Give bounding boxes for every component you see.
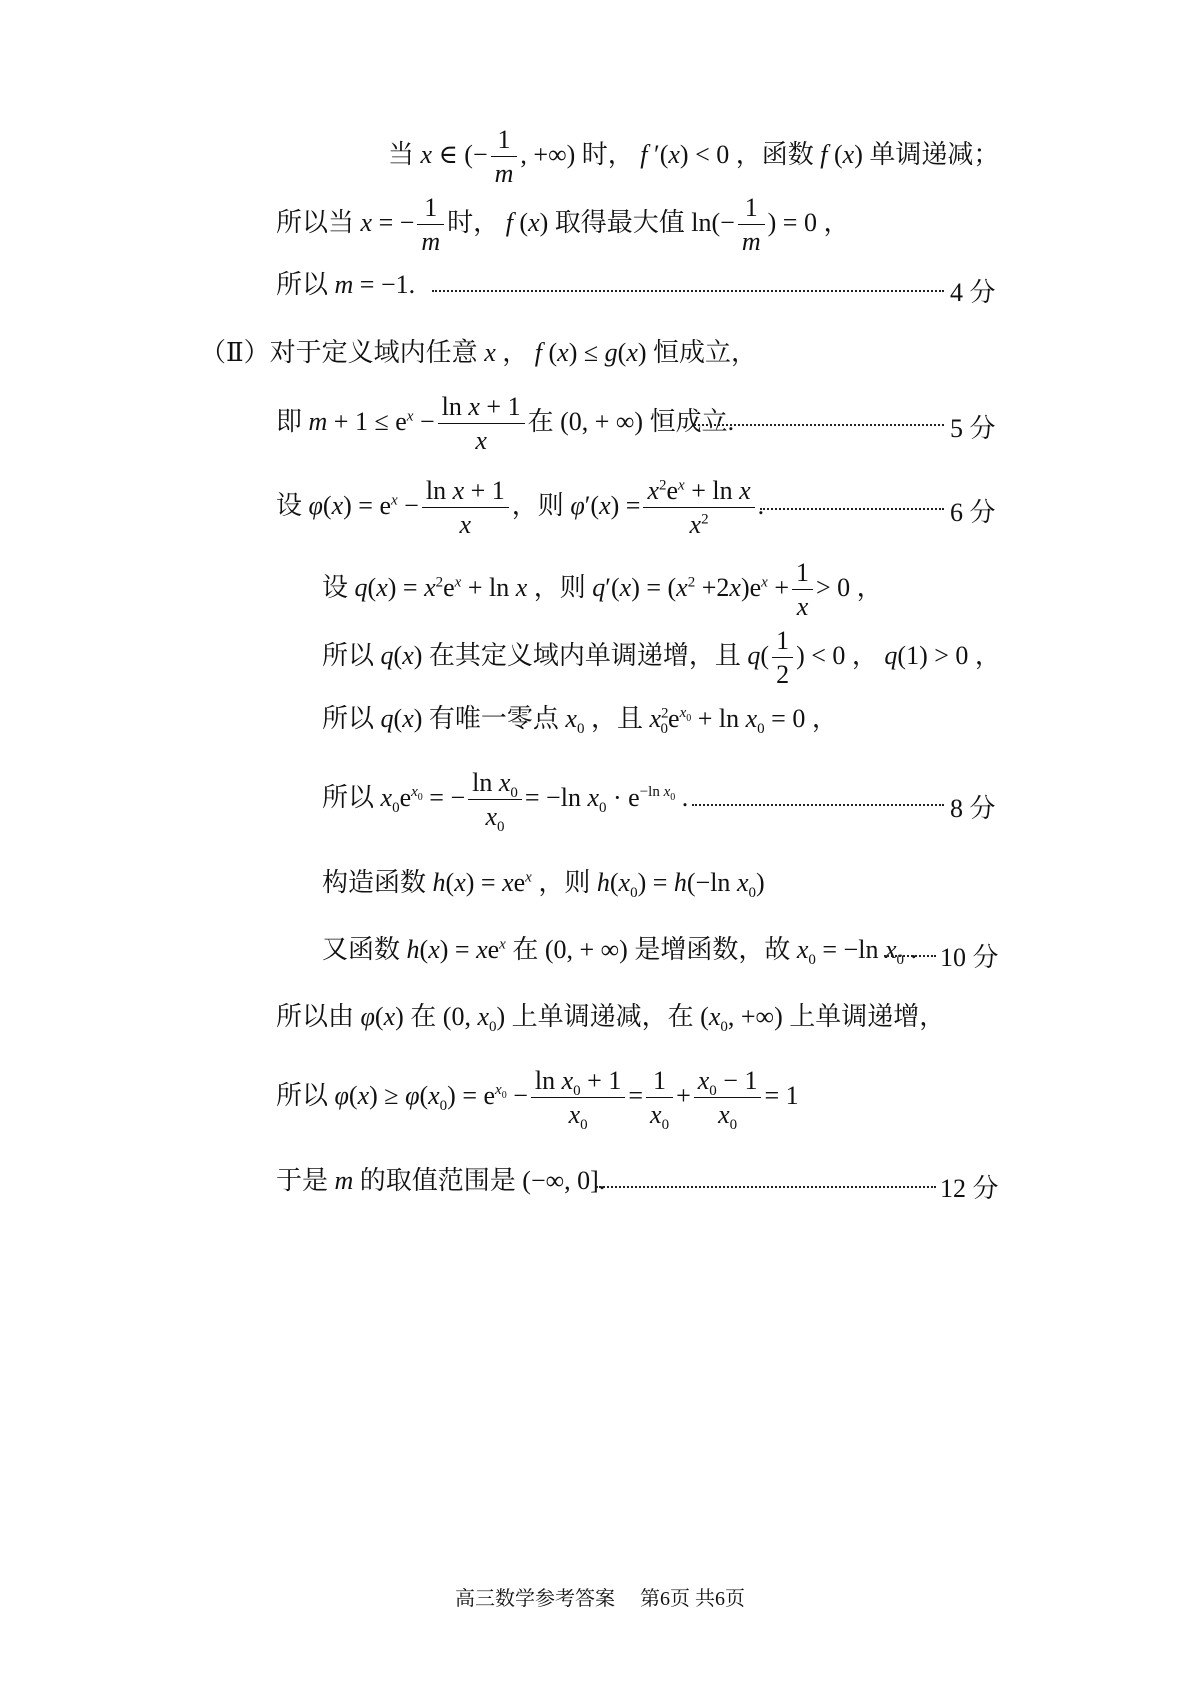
score-12: 12 分	[940, 1174, 999, 1203]
page-footer: 高三数学参考答案 第6页 共6页	[455, 1588, 745, 1610]
line-7: 设 $q(x) = x^2e^x + \ln x$ ，则 $q'(x) = (x^2 +2x)e^x$ + $\frac{1}{x}$ > 0 ，	[322, 558, 883, 621]
score-6: 6 分	[950, 498, 996, 527]
leader-dots	[694, 424, 944, 426]
leader-dots	[596, 1186, 936, 1188]
line-2: 所以当 x = − $\frac{1}{m}$ 时， f (x) 取得最大值 ln(− $\frac{1}{m}$ ) = 0 ，	[276, 193, 850, 256]
line-4: （Ⅱ）对于定义域内任意 x ， f (x) ≤ g(x) 恒成立，	[200, 338, 758, 367]
leader-dots	[432, 290, 944, 292]
line-12: 又函数 $h(x) = xe^x$ 在 (0, + ∞) 是增函数，故 $x_0 = -\ln$ $x_0$ .	[322, 935, 917, 969]
leader-dots	[692, 804, 944, 806]
score-10: 10 分	[940, 943, 999, 972]
leader-dots	[884, 955, 936, 957]
score-4: 4 分	[950, 278, 996, 307]
line-15: 于是 m 的取值范围是 (−∞, 0].	[276, 1166, 606, 1195]
leader-dots	[760, 508, 944, 510]
line-5: 即 $m + 1 \le e^x$ − $\frac{\text{ln x + 1}}{x}$ 在 (0, + ∞) 恒成立.	[276, 392, 735, 455]
line-13: 所以由 φ(x) 在 (0, $x_0$) 上单调递减，在 ($x_0$, +∞) 上单调递增，	[276, 1002, 946, 1036]
score-5: 5 分	[950, 414, 996, 443]
line-14: 所以 $\varphi(x) \ge \varphi(x_0) = e^{x_0}$ − $\frac{\ln x_0 + 1}{x_0}$ = $\frac{1}{x_0}$ + $\frac{x_0 - 1}{x_0}$ = 1	[276, 1066, 799, 1134]
line-8: 所以 q(x) 在其定义域内单调递增，且 q( $\frac{1}{2}$ ) < 0 ， q(1) > 0 ，	[322, 626, 1001, 689]
line-6: 设 $\varphi(x) = e^x$ − $\frac{\text{ln x + 1}}{x}$ ，则 φ′(x) = $\frac{x^2e^x + \ln x}{x^2}$ .	[276, 476, 765, 539]
line-3: 所以 m = −1.	[276, 270, 416, 299]
line-11: 构造函数 $h(x) = xe^x$ ，则 $h(x_0) = h(-\ln$ $x_0$)	[322, 868, 765, 902]
score-8: 8 分	[950, 794, 996, 823]
line-10: 所以 $x_0e^{x_0}$ = − $\frac{\ln x_0}{x_0}$ = −ln $x_0 \cdot e^{-ln x_0}$ .	[322, 768, 689, 836]
line-1: 当 x ∈ (− $\frac{1}{m}$ , +∞) 时， f ′(x) < 0 ，函数 f (x) 单调递减；	[388, 125, 1000, 188]
line-9: 所以 q(x) 有唯一零点 $x_0$ ，且 $x^2_0e^{x_0} + \ln x_0 = 0$ ，	[322, 704, 838, 738]
